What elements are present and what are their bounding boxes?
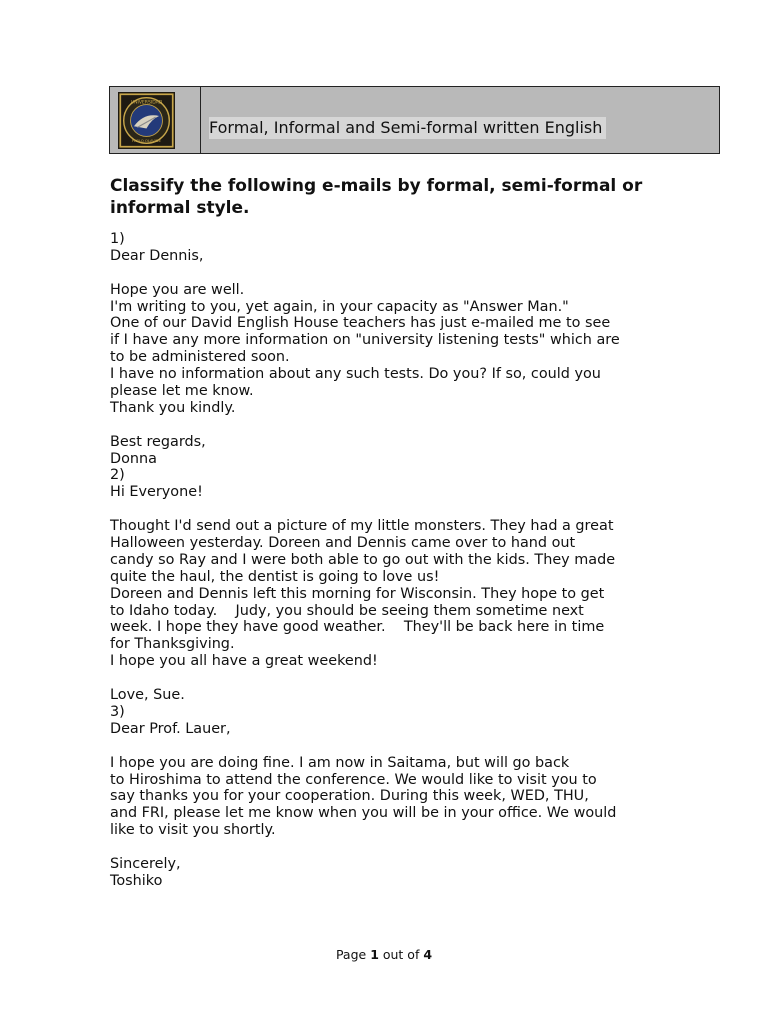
university-seal-logo bbox=[118, 92, 175, 149]
text-line: if I have any more information on "university listening tests" which are bbox=[110, 332, 620, 349]
text-line: Halloween yesterday. Doreen and Dennis came over to hand out bbox=[110, 535, 576, 552]
text-line: One of our David English House teachers has just e-mailed me to see bbox=[110, 315, 611, 332]
text-line: Thought I'd send out a picture of my little monsters. They had a great bbox=[110, 518, 614, 535]
text-line: Donna bbox=[110, 450, 157, 467]
text-line: Hi Everyone! bbox=[110, 484, 203, 501]
text-line bbox=[110, 839, 690, 856]
text-line: like to visit you shortly. bbox=[110, 822, 276, 839]
text-line: Dear Prof. Lauer, bbox=[110, 720, 231, 737]
svg-text:UNIVERSIDAD: UNIVERSIDAD bbox=[130, 100, 163, 106]
text-line: Love, Sue. bbox=[110, 687, 185, 704]
text-line: Dear Dennis, bbox=[110, 247, 204, 264]
page-footer bbox=[0, 947, 768, 962]
text-line: week. I hope they have good weather. They'll be back here in time bbox=[110, 619, 605, 636]
text-line: 3) bbox=[110, 703, 125, 720]
text-line: Best regards, bbox=[110, 433, 206, 450]
current-page-number: 1 bbox=[370, 947, 379, 962]
text-line: Thank you kindly. bbox=[110, 399, 236, 416]
svg-text:PABLO OLAVIDE: PABLO OLAVIDE bbox=[131, 139, 162, 144]
text-line: I hope you all have a great weekend! bbox=[110, 653, 378, 670]
text-line: to Idaho today. Judy, you should be seeing them sometime next bbox=[110, 602, 584, 619]
text-line: and FRI, please let me know when you will be in your office. We would bbox=[110, 805, 617, 822]
text-line bbox=[110, 501, 690, 518]
text-line: Hope you are well. bbox=[110, 281, 245, 298]
text-line: to Hiroshima to attend the conference. We would like to visit you to bbox=[110, 771, 597, 788]
footer-middle: out of bbox=[378, 947, 424, 962]
text-line: quite the haul, the dentist is going to love us! bbox=[110, 568, 440, 585]
email-texts bbox=[110, 231, 690, 890]
text-line: I hope you are doing fine. I am now in Saitama, but will go back bbox=[110, 754, 570, 771]
text-line bbox=[110, 417, 690, 434]
text-line: Doreen and Dennis left this morning for Wisconsin. They hope to get bbox=[110, 585, 605, 602]
logo-cell bbox=[110, 87, 201, 153]
text-line: say thanks you for your cooperation. During this week, WED, THU, bbox=[110, 788, 589, 805]
text-line: to be administered soon. bbox=[110, 349, 290, 366]
text-line: for Thanksgiving. bbox=[110, 636, 235, 653]
text-line: I have no information about any such tests. Do you? If so, could you bbox=[110, 366, 601, 383]
total-page-count: 4 bbox=[423, 947, 433, 962]
text-line: 2) bbox=[110, 467, 125, 484]
text-line bbox=[110, 738, 690, 755]
exercise-heading: Classify the following e-mails by formal, semi-formal or informal style. bbox=[110, 176, 643, 218]
text-line: 1) bbox=[110, 231, 125, 247]
document-header bbox=[109, 86, 720, 154]
text-line: I'm writing to you, yet again, in your capacity as "Answer Man." bbox=[110, 298, 569, 315]
text-line bbox=[110, 265, 690, 282]
text-line: candy so Ray and I were both able to go out with the kids. They made bbox=[110, 551, 616, 568]
header-title: Formal, Informal and Semi-formal written English bbox=[209, 117, 606, 139]
footer-prefix: Page bbox=[335, 947, 371, 962]
text-line: Sincerely, bbox=[110, 855, 181, 872]
text-line bbox=[110, 670, 690, 687]
text-line: please let me know. bbox=[110, 383, 254, 400]
text-line: Toshiko bbox=[110, 872, 163, 889]
